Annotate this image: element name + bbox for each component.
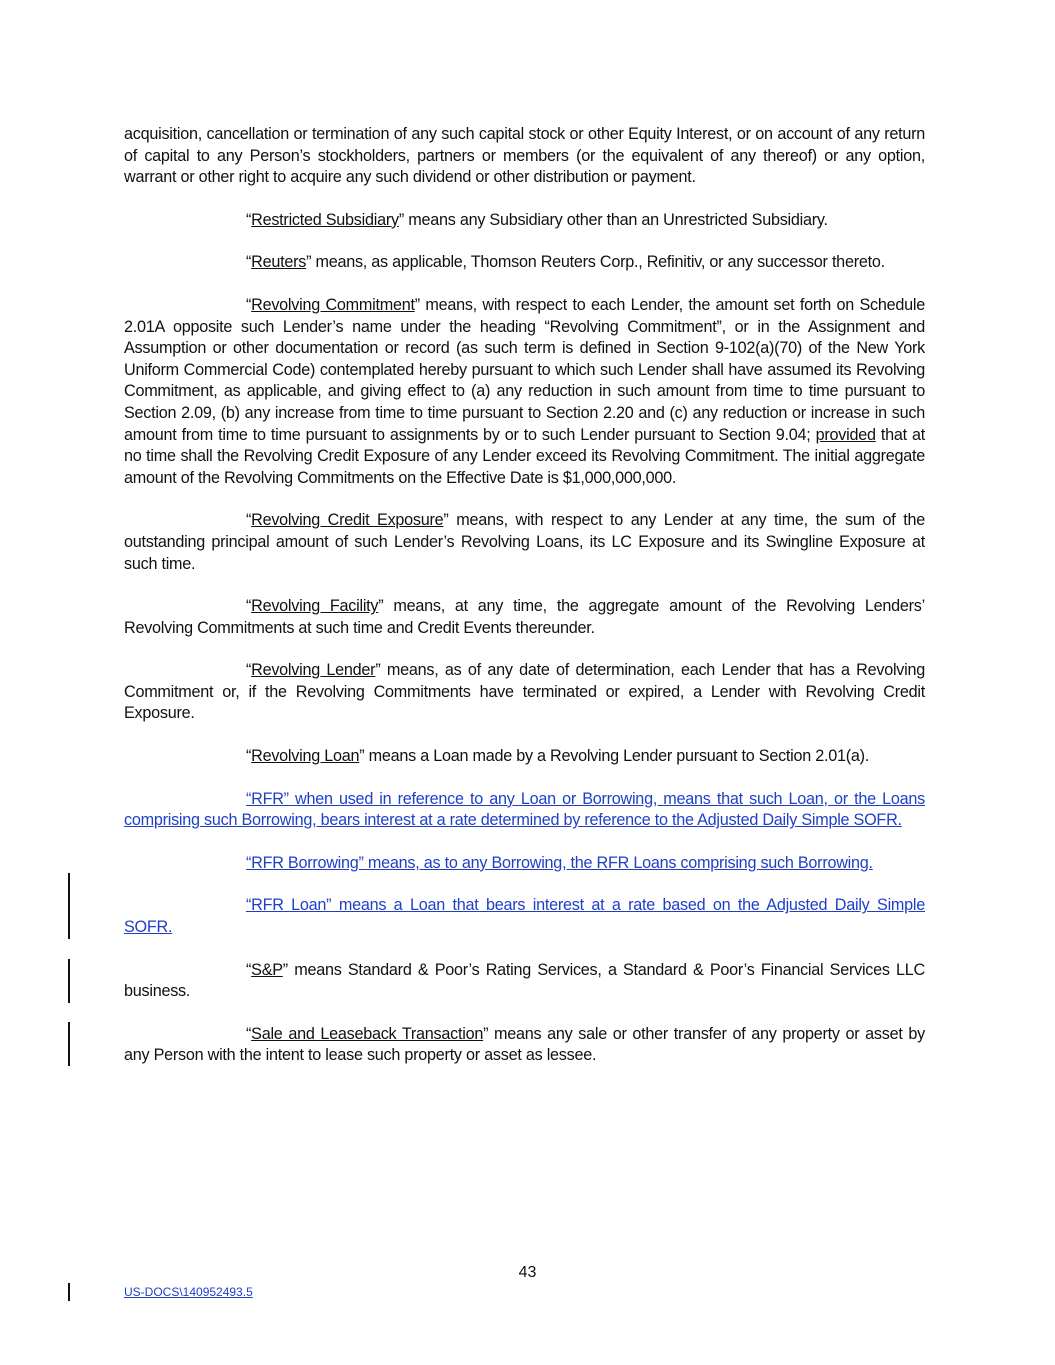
definition-sale-leaseback: “Sale and Leaseback Transaction” means any sale or other transfer of any property or asset by any Person with the intent to lease such property or asset as lessee. (124, 1024, 925, 1065)
defined-term: Restricted Subsidiary (251, 210, 399, 229)
definition-revolving-facility: “Revolving Facility” means, at any time, the aggregate amount of the Revolving Lenders’ Revolving Commitments at such time and Credit Events thereunder. (124, 597, 925, 637)
document-body (124, 124, 925, 1088)
change-bar-rfr (68, 873, 70, 939)
defined-term: Revolving Credit Exposure (251, 511, 444, 530)
defined-term: S&P (251, 960, 283, 979)
change-bar-footer (68, 1283, 70, 1301)
definition-reuters: “Reuters” means, as applicable, Thomson Reuters Corp., Refinitiv, or any successor thereto. (246, 253, 885, 272)
definition-rfr-inserted (124, 789, 925, 832)
change-bar-rfr-loan (68, 1022, 70, 1066)
inserted-text: “RFR” when used in reference to any Loan or Borrowing, means that such Loan, or the Loans comprising such Borrowing, bears interest at a rate determined by reference to the Adjusted Daily Simple SOFR. (124, 789, 925, 830)
definition-rfr-loan-inserted (124, 895, 925, 938)
inserted-text: “RFR Borrowing” means, as to any Borrowing, the RFR Loans comprising such Borrowing. (246, 853, 873, 872)
defined-term: Revolving Lender (251, 661, 376, 680)
defined-term: Revolving Loan (251, 747, 360, 766)
footer-doc-id[interactable]: US-DOCS\140952493.5 (124, 1285, 253, 1299)
defined-term: Reuters (251, 253, 307, 272)
definition-revolving-commitment: “Revolving Commitment” means, with respect to each Lender, the amount set forth on Schedule 2.01A opposite such Lender’s name under the heading “Revolving Commitment”, or in the Assignment and Assumption or other documentation or record (as such term is defined in Section 9-102(a)(70) of the New York Uniform Commercial Code) contemplated hereby pursuant to which such Lender shall have assumed its Revolving Commitment, as applicable, and giving effect to (a) any reduction in such amount from time to time pursuant to Section 2.09, (b) any increase from time to time pursuant to Section 2.20 and (c) any reduction or increase in such amount from time to time pursuant to assignments by or to such Lender pursuant to Section 9.04; provided that at no time shall the Revolving Credit Exposure of any Lender exceed its Revolving Commitment. The initial aggregate amount of the Revolving Commitments on the Effective Date is $1,000,000,000. (124, 295, 925, 487)
provided-term: provided (815, 425, 876, 444)
definition-revolving-loan: “Revolving Loan” means a Loan made by a Revolving Lender pursuant to Section 2.01(a). (246, 747, 870, 766)
defined-term: Revolving Commitment (251, 295, 415, 314)
definition-sp: “S&P” means Standard & Poor’s Rating Services, a Standard & Poor’s Financial Services LLC business. (124, 960, 925, 1001)
definition-revolving-lender: “Revolving Lender” means, as of any date of determination, each Lender that has a Revolving Commitment or, if the Revolving Commitments have terminated or expired, a Lender with Revolving Credit Exposure. (124, 661, 926, 723)
defined-term: Sale and Leaseback Transaction (251, 1024, 484, 1043)
paragraph-continuation: acquisition, cancellation or termination of any such capital stock or other Equity Interest, or on account of any return of capital to any Person’s stockholders, partners or members (or the equivalent of any thereof) or any option, warrant or other right to acquire any such dividend or other distribution or payment. (124, 125, 925, 187)
definition-revolving-credit-exposure: “Revolving Credit Exposure” means, with respect to any Lender at any time, the sum of the outstanding principal amount of such Lender’s Revolving Loans, its LC Exposure and its Swingline Exposure at such time. (124, 511, 925, 573)
page-number: 43 (518, 1264, 537, 1281)
change-bar-rfr-borrowing (68, 959, 70, 1003)
inserted-text: “RFR Loan” means a Loan that bears interest at a rate based on the Adjusted Daily Simple SOFR. (124, 896, 925, 937)
defined-term: Revolving Facility (251, 597, 379, 616)
definition-rfr-borrowing-inserted (124, 853, 925, 875)
definition-restricted-subsidiary: “Restricted Subsidiary” means any Subsidiary other than an Unrestricted Subsidiary. (246, 210, 828, 229)
